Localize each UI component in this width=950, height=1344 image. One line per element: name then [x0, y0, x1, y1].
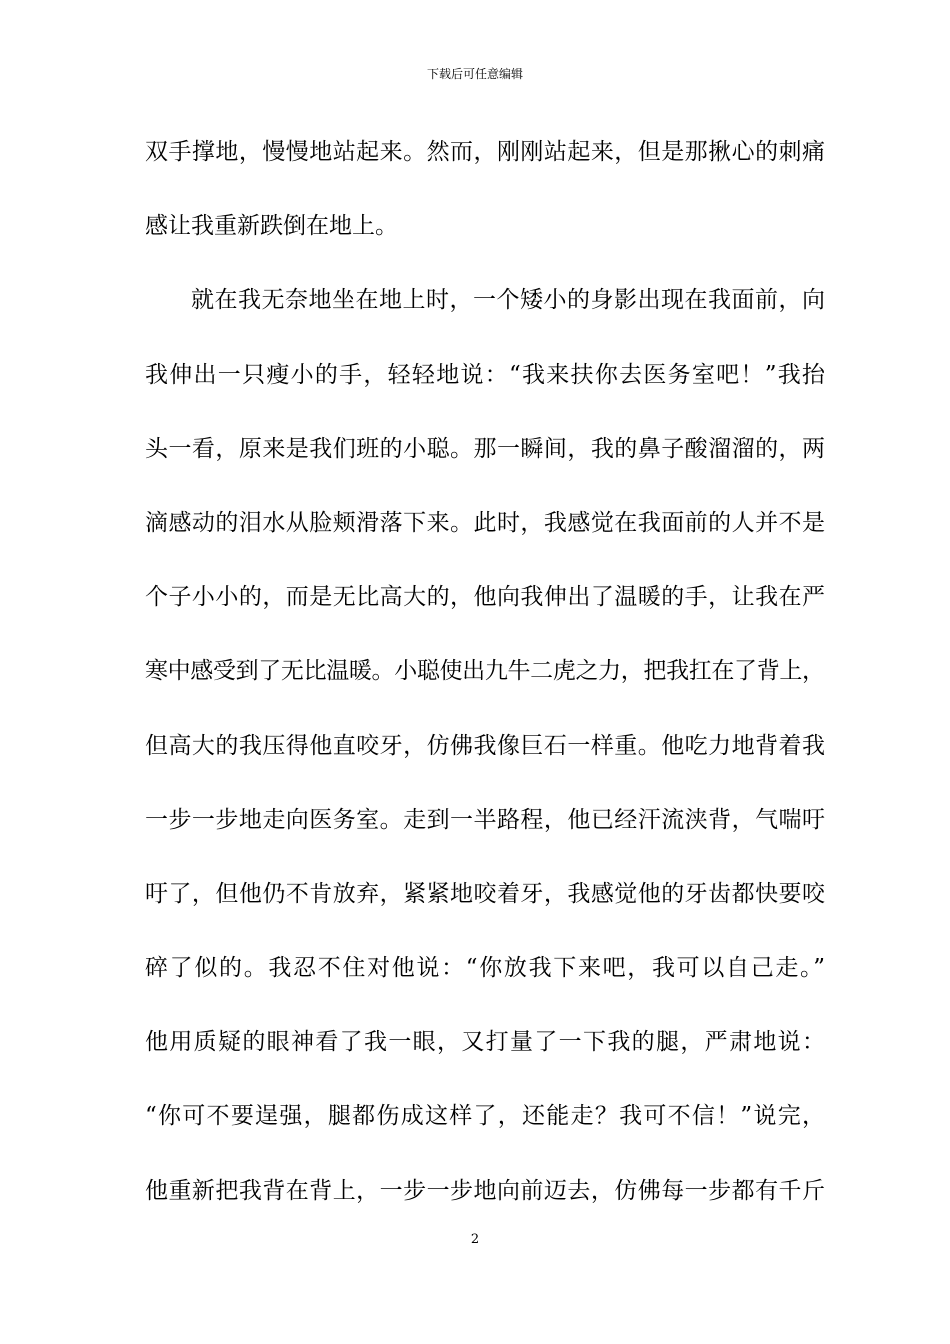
- text-line: 吁了，但他仍不肯放弃，紧紧地咬着牙，我感觉他的牙齿都快要咬: [145, 880, 826, 907]
- body-text: [145, 128, 825, 1241]
- text-line: 他重新把我背在背上，一步一步地向前迈去，仿佛每一步都有千斤: [145, 1177, 826, 1204]
- paragraph-start-line: 就在我无奈地坐在地上时，一个矮小的身影出现在我面前，向: [191, 287, 826, 314]
- text-line: 感让我重新跌倒在地上。: [145, 213, 398, 240]
- text-line: 碎了似的。我忍不住对他说：“你放我下来吧，我可以自己走。”: [145, 955, 827, 982]
- text-line: 双手撑地，慢慢地站起来。然而，刚刚站起来，但是那揪心的刺痛: [145, 139, 826, 165]
- text-line: 个子小小的，而是无比高大的，他向我伸出了温暖的手，让我在严: [145, 584, 826, 611]
- header-note: 下载后可任意编辑: [426, 67, 523, 81]
- text-line: “你可不要逞强，腿都伤成这样了，还能走？我可不信！”说完，: [145, 1103, 827, 1130]
- text-line: 我伸出一只瘦小的手，轻轻地说：“我来扶你去医务室吧！”我抬: [145, 361, 827, 388]
- text-line: 一步一步地走向医务室。走到一半路程，他已经汗流浃背，气喘吁: [145, 806, 826, 833]
- text-line: 滴感动的泪水从脸颊滑落下来。此时，我感觉在我面前的人并不是: [145, 509, 826, 536]
- text-line: 但高大的我压得他直咬牙，仿佛我像巨石一样重。他吃力地背着我: [145, 732, 826, 759]
- text-line: 他用质疑的眼神看了我一眼，又打量了一下我的腿，严肃地说：: [145, 1029, 827, 1056]
- text-line: 寒中感受到了无比温暖。小聪使出九牛二虎之力，把我扛在了背上，: [145, 658, 825, 685]
- page-number: 2: [470, 1232, 480, 1247]
- text-line: 头一看，原来是我们班的小聪。那一瞬间，我的鼻子酸溜溜的，两: [145, 435, 826, 462]
